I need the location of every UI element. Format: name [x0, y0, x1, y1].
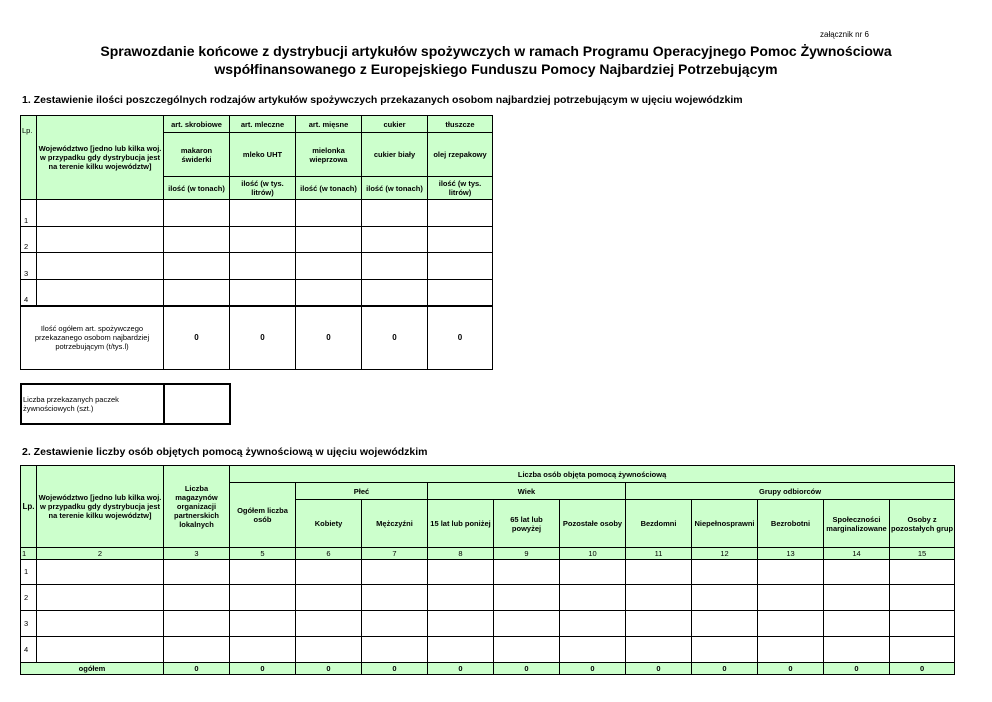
title-line-1: Sprawozdanie końcowe z dystrybucji artykułów spożywczych w ramach Programu Operacyjnego Pomoc Żywnościowa [100, 43, 892, 59]
category-header: tłuszcze [428, 116, 493, 133]
data-cell[interactable] [824, 560, 890, 585]
age-other-header: Pozostałe osoby [560, 500, 626, 548]
data-cell[interactable] [824, 611, 890, 637]
data-cell[interactable] [164, 200, 230, 227]
title-line-2: współfinansowanego z Europejskiego Funduszu Pomocy Najbardziej Potrzebującym [214, 61, 778, 77]
total-value: 0 [890, 663, 955, 675]
data-cell[interactable] [362, 560, 428, 585]
data-cell[interactable] [230, 637, 296, 663]
disabled-header: Niepełnosprawni [692, 500, 758, 548]
packages-label: Liczba przekazanych paczek żywnościowych (szt.) [21, 384, 164, 424]
other-groups-header: Osoby z pozostałych grup [890, 500, 955, 548]
product-header: mleko UHT [230, 133, 296, 177]
column-number: 9 [494, 548, 560, 560]
row-number: 2 [21, 585, 37, 611]
voivodeship-cell[interactable] [37, 280, 164, 306]
row-number: 4 [21, 637, 37, 663]
marginalized-header: Społeczności marginalizowane [824, 500, 890, 548]
recipient-groups-header: Grupy odbiorców [626, 483, 955, 500]
data-cell[interactable] [230, 200, 296, 227]
total-value: 0 [494, 663, 560, 675]
data-cell[interactable] [230, 560, 296, 585]
data-cell[interactable] [890, 560, 955, 585]
data-cell[interactable] [164, 253, 230, 280]
row-number: 3 [21, 611, 37, 637]
total-value: 0 [164, 306, 230, 370]
voivodeship-cell[interactable] [37, 585, 164, 611]
warehouses-header: Liczba magazynów organizacji partnerskich lokalnych [164, 466, 230, 548]
voivodeship-header: Województwo [jedno lub kilka woj. w przypadku gdy dystrybucja jest na terenie kilku województw] [37, 466, 164, 548]
people-header: Liczba osób objęta pomocą żywnościową [230, 466, 955, 483]
data-cell[interactable] [692, 611, 758, 637]
data-cell[interactable] [164, 611, 230, 637]
data-cell[interactable] [230, 611, 296, 637]
data-cell[interactable] [428, 253, 493, 280]
row-number: 3 [21, 253, 37, 280]
packages-table [20, 383, 231, 425]
total-value: 0 [230, 306, 296, 370]
data-cell[interactable] [230, 280, 296, 306]
lp-header: Lp. [21, 116, 37, 200]
unemployed-header: Bezrobotni [758, 500, 824, 548]
product-header: olej rzepakowy [428, 133, 493, 177]
category-header: cukier [362, 116, 428, 133]
voivodeship-cell[interactable] [37, 227, 164, 253]
data-cell[interactable] [824, 637, 890, 663]
data-cell[interactable] [428, 611, 494, 637]
data-cell[interactable] [296, 227, 362, 253]
data-cell[interactable] [560, 637, 626, 663]
people-assisted-table [20, 465, 955, 675]
data-cell[interactable] [296, 560, 362, 585]
column-number: 2 [37, 548, 164, 560]
sex-group-header: Płeć [296, 483, 428, 500]
data-cell[interactable] [164, 637, 230, 663]
column-number: 3 [164, 548, 230, 560]
data-cell[interactable] [362, 280, 428, 306]
lp-header: Lp. [21, 466, 37, 548]
data-cell[interactable] [164, 227, 230, 253]
data-cell[interactable] [362, 637, 428, 663]
data-cell[interactable] [230, 227, 296, 253]
unit-header: ilość (w tonach) [362, 177, 428, 200]
row-number: 1 [21, 560, 37, 585]
total-row [21, 663, 955, 675]
category-header: art. skrobiowe [164, 116, 230, 133]
data-cell[interactable] [296, 637, 362, 663]
data-cell[interactable] [824, 585, 890, 611]
voivodeship-cell[interactable] [37, 560, 164, 585]
data-cell[interactable] [164, 280, 230, 306]
table-row [21, 280, 493, 306]
data-cell[interactable] [230, 585, 296, 611]
data-cell[interactable] [758, 637, 824, 663]
total-value: 0 [230, 663, 296, 675]
row-number: 4 [21, 280, 37, 306]
product-header: makaron świderki [164, 133, 230, 177]
table-row [21, 253, 493, 280]
data-cell[interactable] [362, 585, 428, 611]
total-value: 0 [296, 663, 362, 675]
product-header: mielonka wieprzowa [296, 133, 362, 177]
column-number: 15 [890, 548, 955, 560]
total-value: 0 [296, 306, 362, 370]
data-cell[interactable] [230, 253, 296, 280]
column-number: 14 [824, 548, 890, 560]
data-cell[interactable] [626, 585, 692, 611]
column-number: 10 [560, 548, 626, 560]
data-cell[interactable] [428, 585, 494, 611]
men-header: Mężczyźni [362, 500, 428, 548]
column-number: 12 [692, 548, 758, 560]
table-row [21, 611, 955, 637]
total-value: 0 [560, 663, 626, 675]
homeless-header: Bezdomni [626, 500, 692, 548]
section-2-heading: 2. Zestawienie liczby osób objętych pomocą żywnościową w ujęciu wojewódzkim [22, 446, 428, 458]
age-over65-header: 65 lat lub powyżej [494, 500, 560, 548]
data-cell[interactable] [296, 253, 362, 280]
packages-value-cell[interactable] [164, 384, 230, 424]
data-cell[interactable] [428, 227, 493, 253]
total-value: 0 [824, 663, 890, 675]
data-cell[interactable] [428, 560, 494, 585]
column-number: 7 [362, 548, 428, 560]
data-cell[interactable] [692, 637, 758, 663]
data-cell[interactable] [758, 585, 824, 611]
column-number: 11 [626, 548, 692, 560]
data-cell[interactable] [890, 585, 955, 611]
column-number: 13 [758, 548, 824, 560]
food-quantities-table [20, 115, 493, 370]
data-cell[interactable] [494, 585, 560, 611]
table-row [21, 560, 955, 585]
column-number: 8 [428, 548, 494, 560]
data-cell[interactable] [164, 560, 230, 585]
total-row [21, 306, 493, 370]
data-cell[interactable] [890, 611, 955, 637]
data-cell[interactable] [758, 560, 824, 585]
data-cell[interactable] [494, 637, 560, 663]
voivodeship-cell[interactable] [37, 253, 164, 280]
category-header: art. mleczne [230, 116, 296, 133]
data-cell[interactable] [758, 611, 824, 637]
data-cell[interactable] [626, 611, 692, 637]
unit-header: ilość (w tys. litrów) [230, 177, 296, 200]
total-value: 0 [428, 663, 494, 675]
row-number: 1 [21, 200, 37, 227]
age-group-header: Wiek [428, 483, 626, 500]
total-value: 0 [164, 663, 230, 675]
data-cell[interactable] [296, 585, 362, 611]
data-cell[interactable] [626, 560, 692, 585]
column-numbering-row [21, 548, 955, 560]
table-row [21, 585, 955, 611]
data-cell[interactable] [692, 585, 758, 611]
data-cell[interactable] [560, 611, 626, 637]
data-cell[interactable] [296, 280, 362, 306]
data-cell[interactable] [428, 200, 493, 227]
product-header: cukier biały [362, 133, 428, 177]
total-label: Ilość ogółem art. spożywczego przekazanego osobom najbardziej potrzebującym (t/tys.l) [21, 306, 164, 370]
row-number: 2 [21, 227, 37, 253]
total-value: 0 [428, 306, 493, 370]
voivodeship-cell[interactable] [37, 200, 164, 227]
data-cell[interactable] [494, 560, 560, 585]
total-label: ogółem [21, 663, 164, 675]
column-number: 6 [296, 548, 362, 560]
voivodeship-cell[interactable] [37, 611, 164, 637]
category-header: art. mięsne [296, 116, 362, 133]
document-title [0, 42, 992, 78]
table-row [21, 200, 493, 227]
data-cell[interactable] [362, 253, 428, 280]
unit-header: ilość (w tys. litrów) [428, 177, 493, 200]
age-under15-header: 15 lat lub poniżej [428, 500, 494, 548]
data-cell[interactable] [164, 585, 230, 611]
annex-label: załącznik nr 6 [820, 30, 869, 39]
data-cell[interactable] [362, 611, 428, 637]
column-number: 5 [230, 548, 296, 560]
total-people-header: Ogółem liczba osób [230, 483, 296, 548]
data-cell[interactable] [296, 611, 362, 637]
column-number: 1 [21, 548, 37, 560]
total-value: 0 [758, 663, 824, 675]
total-value: 0 [362, 306, 428, 370]
data-cell[interactable] [626, 637, 692, 663]
data-cell[interactable] [560, 585, 626, 611]
voivodeship-cell[interactable] [37, 637, 164, 663]
data-cell[interactable] [692, 560, 758, 585]
table-row [21, 227, 493, 253]
data-cell[interactable] [560, 560, 626, 585]
data-cell[interactable] [362, 227, 428, 253]
data-cell[interactable] [428, 280, 493, 306]
data-cell[interactable] [296, 200, 362, 227]
data-cell[interactable] [890, 637, 955, 663]
unit-header: ilość (w tonach) [164, 177, 230, 200]
table-row [21, 637, 955, 663]
data-cell[interactable] [428, 637, 494, 663]
data-cell[interactable] [362, 200, 428, 227]
data-cell[interactable] [494, 611, 560, 637]
women-header: Kobiety [296, 500, 362, 548]
voivodeship-header: Województwo [jedno lub kilka woj. w przypadku gdy dystrybucja jest na terenie kilku województw] [37, 116, 164, 200]
total-value: 0 [626, 663, 692, 675]
total-value: 0 [362, 663, 428, 675]
total-value: 0 [692, 663, 758, 675]
section-1-heading: 1. Zestawienie ilości poszczególnych rodzajów artykułów spożywczych przekazanych osobom najbardziej potrzebującym w ujęciu wojewódzkim [22, 94, 743, 106]
unit-header: ilość (w tonach) [296, 177, 362, 200]
